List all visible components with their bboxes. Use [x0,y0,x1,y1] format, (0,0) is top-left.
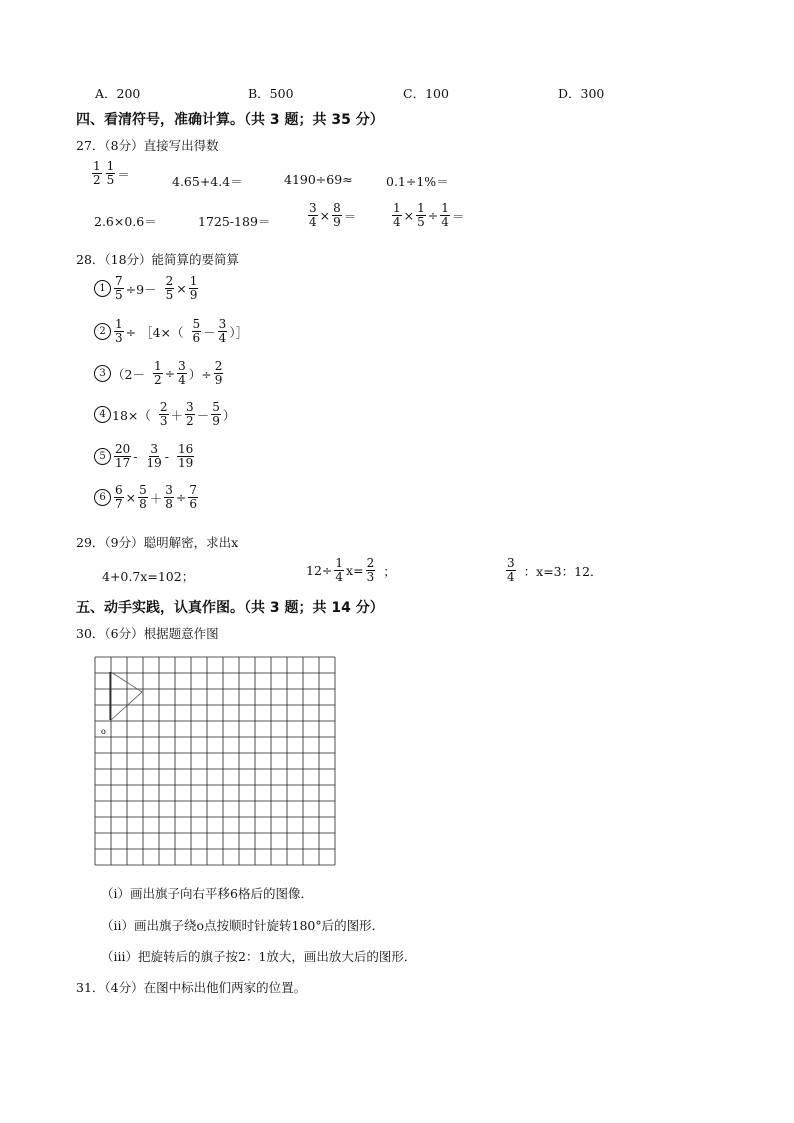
q28-item-2: 2 $\frac{1}{3}$ ÷ ［4×（ $\frac{5}{6}$ － $\frac{3}{4}$ ）］ [94,318,248,345]
q27-expr-3: 4190÷69≈ [284,172,353,187]
q27-expr-1: $\frac{1}{2}$ $\frac{1}{5}$ ＝ [93,159,130,187]
q30-title: 30．（6分）根据题意作图 [76,626,219,641]
q27-expr-6: 1725-189＝ [198,214,271,229]
q29-eq-1: 4+0.7x=102； [102,569,195,584]
q27-expr-7: $\frac{3}{4}$ × $\frac{8}{9}$ ＝ [309,201,357,229]
section4-title: 四、看清符号，准确计算。（共 3 题；共 35 分） [76,112,384,128]
q28-item-6: 6 $\frac{6}{7}$ × $\frac{5}{8}$ ＋ $\frac{3}{8}$ ÷ $\frac{7}{6}$ [94,484,200,511]
q31-title: 31．（4分）在图中标出他们两家的位置。 [76,980,307,995]
point-o-text: o [101,727,106,736]
q27-expr-4: 0.1÷1%＝ [386,174,449,189]
q27-expr-5: 2.6×0.6＝ [94,214,157,229]
q30-grid-figure [94,656,336,870]
q28-item-1: 1 $\frac{7}{5}$ ÷9－ $\frac{2}{5}$ × $\frac{1}{9}$ [94,275,200,302]
flag-triangle [111,672,142,720]
option-d: D．300 [558,86,605,101]
option-a: A．200 [95,86,141,101]
q29-eq-2: 12÷ $\frac{1}{4}$ x= $\frac{2}{3}$ ； [306,556,396,584]
section5-title: 五、动手实践，认真作图。（共 3 题；共 14 分） [76,600,384,616]
q30-instruction-iii: （iii）把旋转后的旗子按2：1放大，画出放大后的图形． [101,949,417,964]
q28-item-3: 3 （2－ $\frac{1}{2}$ ÷ $\frac{3}{4}$ ）÷ $\frac{2}{9}$ [94,360,225,387]
q29-title: 29．（9分）聪明解密，求出x [76,535,239,550]
q30-instruction-i: （i）画出旗子向右平移6格后的图像． [101,886,313,901]
option-b: B．500 [248,86,294,101]
q27-expr-8: $\frac{1}{4}$ × $\frac{1}{5}$ ÷ $\frac{1}{4}$ ＝ [393,201,465,229]
grid-lines [95,657,335,865]
option-c: C．100 [403,86,449,101]
q30-instruction-ii: （ii）画出旗子绕o点按顺时针旋转180°后的图形． [101,918,385,933]
q28-title: 28．（18分）能简算的要简算 [76,252,240,267]
q27-expr-2: 4.65+4.4＝ [172,174,243,189]
q28-item-5: 5 $\frac{20}{17}$ - $\frac{3}{19}$ - $\frac{16}{19}$ [94,443,196,470]
q28-item-4: 4 18×（ $\frac{2}{3}$ ＋ $\frac{3}{2}$ － $\frac{5}{9}$ ） [94,401,235,428]
q27-title: 27．（8分）直接写出得数 [76,138,219,153]
q29-eq-3: $\frac{3}{4}$ ：x=3：12． [507,556,603,584]
